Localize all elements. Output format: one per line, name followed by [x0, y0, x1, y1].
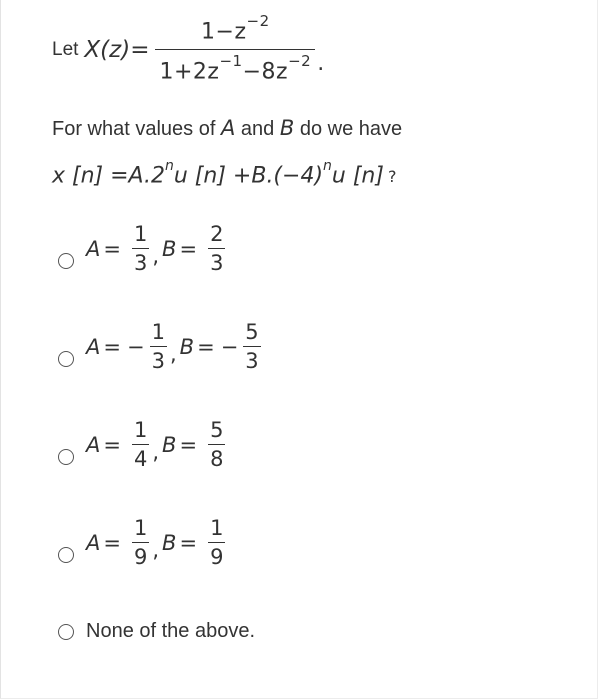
b-fraction — [208, 222, 225, 275]
comma: , — [152, 243, 160, 268]
equals-sign: = — [103, 432, 121, 457]
b-fraction — [208, 418, 225, 471]
a-fraction — [132, 516, 149, 569]
a-sign: − — [126, 334, 145, 359]
option-1-math — [86, 222, 227, 275]
b-fraction — [208, 516, 225, 569]
radio-button[interactable] — [58, 624, 74, 640]
fraction-denominator — [155, 49, 315, 84]
denominator-exponent1: −1 — [219, 51, 243, 70]
eq-exponent-2: n — [323, 158, 332, 174]
option-none[interactable] — [58, 620, 255, 643]
fraction-numerator — [197, 12, 274, 48]
a-numerator: 1 — [151, 320, 165, 344]
a-fraction — [132, 418, 149, 471]
b-fraction — [243, 320, 260, 373]
prompt-and: and — [240, 118, 275, 140]
option-b-var: B — [162, 236, 177, 261]
equals-sign: = — [197, 334, 215, 359]
eq-mid: u [n] +B.(−4) — [173, 163, 324, 189]
comma: , — [169, 341, 177, 366]
let-label: Let — [52, 39, 79, 60]
option-b-var: B — [162, 530, 177, 555]
comma: , — [152, 537, 160, 562]
xz-lhs: X(z)= — [84, 37, 150, 63]
radio-button[interactable] — [58, 547, 74, 563]
var-a: A — [220, 116, 236, 140]
denominator-exponent2: −2 — [288, 51, 312, 70]
a-fraction — [150, 320, 167, 373]
prompt-suffix: do we have — [299, 118, 403, 140]
question-transfer-function — [52, 10, 324, 90]
option-3-math — [86, 418, 227, 471]
eq-end: u [n] — [331, 163, 384, 189]
numerator-exponent: −2 — [246, 12, 270, 31]
denominator-part1: 1+2z — [159, 58, 220, 84]
option-4[interactable] — [58, 516, 227, 569]
b-denominator: 3 — [208, 248, 225, 275]
equals-sign: = — [103, 236, 121, 261]
option-a-var: A — [86, 236, 101, 261]
option-b-var: B — [179, 334, 195, 359]
b-numerator: 5 — [245, 320, 259, 344]
a-denominator: 4 — [132, 444, 149, 471]
eq-lhs: x [n] =A.2 — [52, 163, 165, 189]
prompt-prefix: For what values of — [52, 118, 216, 140]
radio-button[interactable] — [58, 253, 74, 269]
a-fraction — [132, 222, 149, 275]
b-numerator: 2 — [210, 222, 224, 246]
option-2[interactable] — [58, 320, 263, 373]
question-equation — [52, 158, 397, 189]
b-denominator: 3 — [243, 346, 260, 373]
option-a-var: A — [86, 530, 101, 555]
b-sign: − — [220, 334, 239, 359]
equals-sign: = — [103, 334, 121, 359]
option-2-math — [86, 320, 263, 373]
b-denominator: 8 — [208, 444, 225, 471]
a-numerator: 1 — [133, 418, 148, 442]
denominator-part2: −8z — [242, 58, 289, 84]
comma: , — [152, 439, 160, 464]
numerator-base: 1−z — [201, 19, 247, 45]
a-numerator: 1 — [133, 516, 148, 540]
b-denominator: 9 — [208, 542, 225, 569]
question-prompt — [52, 116, 402, 141]
option-a-var: A — [86, 432, 101, 457]
equals-sign: = — [179, 236, 198, 261]
equals-sign: = — [179, 432, 198, 457]
a-denominator: 9 — [132, 542, 149, 569]
equals-sign: = — [103, 530, 121, 555]
a-denominator: 3 — [132, 248, 149, 275]
a-denominator: 3 — [150, 346, 167, 373]
option-4-math — [86, 516, 227, 569]
radio-button[interactable] — [58, 449, 74, 465]
eq-exponent-1: n — [165, 158, 174, 174]
option-b-var: B — [162, 432, 177, 457]
option-none-label: None of the above. — [86, 620, 256, 642]
eq-question-mark: ? — [387, 167, 397, 187]
option-1[interactable] — [58, 222, 227, 275]
b-numerator: 1 — [210, 516, 224, 540]
option-3[interactable] — [58, 418, 227, 471]
a-numerator: 1 — [133, 222, 148, 246]
b-numerator: 5 — [210, 418, 224, 442]
end-dot: . — [317, 51, 325, 76]
radio-button[interactable] — [58, 351, 74, 367]
var-b: B — [279, 116, 295, 140]
transfer-fraction — [155, 12, 315, 84]
equals-sign: = — [179, 530, 198, 555]
option-a-var: A — [86, 334, 101, 359]
